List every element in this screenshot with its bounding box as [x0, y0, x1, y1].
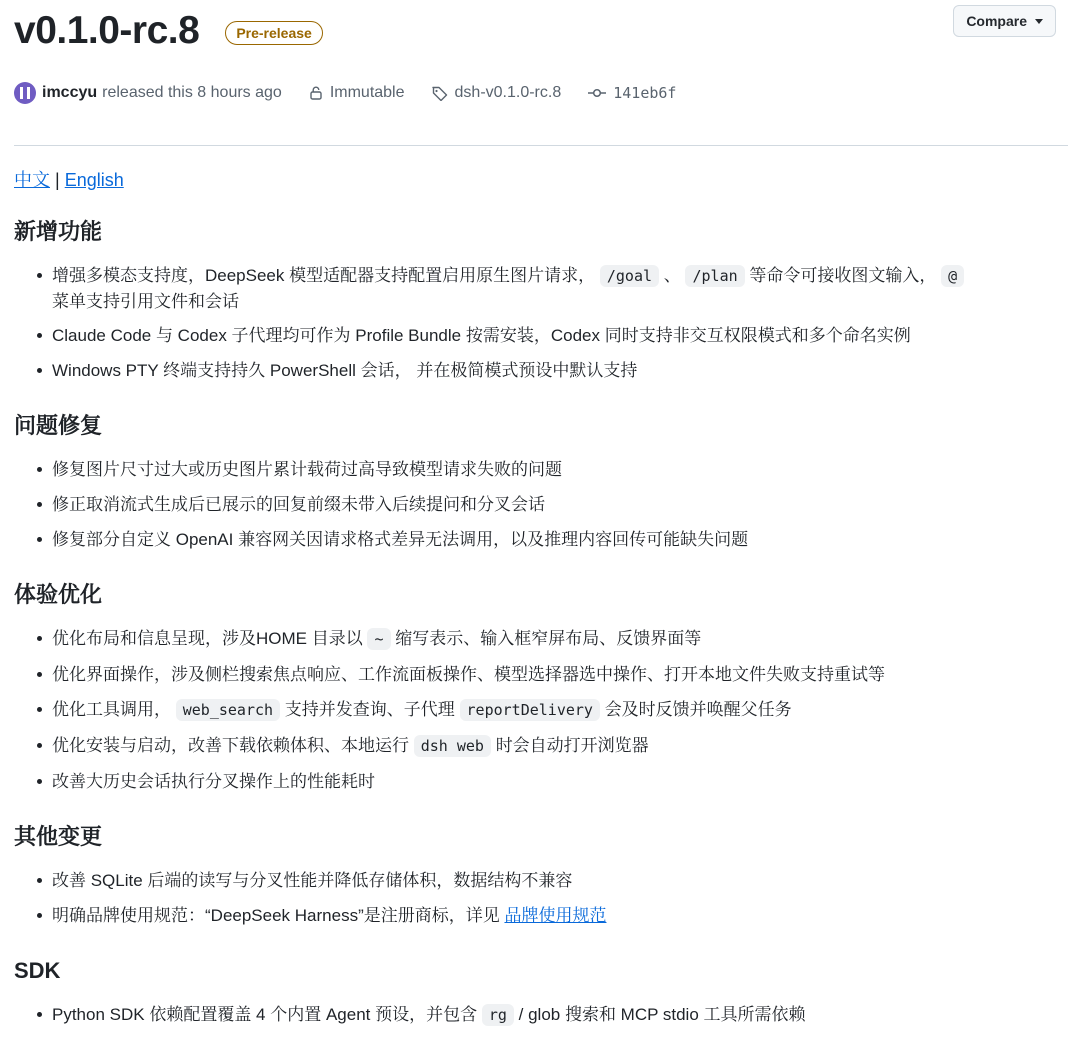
section-features — [14, 214, 1068, 250]
list-item: 修复图片尺寸过大或历史图片累计载荷过高导致模型请求失败的问题 — [14, 452, 1068, 487]
inline-code: dsh web — [414, 735, 491, 757]
released-text: released this 8 hours ago — [102, 84, 282, 101]
list-item: 修正取消流式生成后已展示的回复前缀未带入后续提问和分叉会话 — [14, 487, 1068, 522]
list-item: 优化安装与启动，改善下载依赖体积、本地运行 dsh web 时会自动打开浏览器 — [14, 728, 1068, 764]
lang-en-link[interactable]: English — [64, 170, 124, 190]
inline-code: web_search — [176, 699, 280, 721]
section-fixes — [14, 408, 1068, 444]
inline-code: rg — [482, 1004, 514, 1026]
list-item: Python SDK 依赖配置覆盖 4 个内置 Agent 预设，并包含 rg / glob 搜索和 MCP stdio 工具所需依赖 — [14, 997, 1068, 1033]
release-meta — [14, 62, 1068, 124]
compare-button[interactable] — [953, 5, 1056, 37]
tag-text[interactable]: dsh-v0.1.0-rc.8 — [454, 84, 562, 101]
section-ux — [14, 577, 1068, 613]
list-item: 修复部分自定义 OpenAI 兼容网关因请求格式差异无法调用，以及推理内容回传可能缺失问题 — [14, 522, 1068, 557]
inline-code: reportDelivery — [460, 699, 600, 721]
author-link[interactable]: imccyu — [42, 84, 98, 101]
list-item: Windows PTY 终端支持持久 PowerShell 会话， 并在极简模式预设中默认支持 — [14, 353, 1068, 388]
list-item: 增强多模态支持度，DeepSeek 模型适配器支持配置启用原生图片请求， /goal 、 /plan 等命令可接收图文输入， @ 菜单支持引用文件和会话 — [14, 258, 1068, 318]
avatar[interactable] — [14, 82, 36, 104]
list-item: Claude Code 与 Codex 子代理均可作为 Profile Bundle 按需安装，Codex 同时支持非交互权限模式和多个命名实例 — [14, 318, 1068, 353]
lang-zh-link[interactable]: 中文 — [14, 170, 50, 190]
inline-code: /goal — [600, 265, 659, 287]
immutable-text: Immutable — [329, 84, 405, 101]
section-title: 新增功能 — [14, 219, 103, 244]
tag-link[interactable] — [431, 84, 562, 102]
list-item: 优化布局和信息呈现，涉及HOME 目录以 ~ 缩写表示、输入框窄屏布局、反馈界面等 — [14, 621, 1068, 657]
tag-icon — [431, 85, 449, 101]
fixes-list — [14, 452, 1068, 557]
features-list — [14, 258, 1068, 388]
brand-guidelines-link[interactable]: 品牌使用规范 — [504, 906, 607, 925]
sdk-list — [14, 997, 1068, 1033]
list-item: 明确品牌使用规范：“DeepSeek Harness”是注册商标，详见 品牌使用规范 — [14, 898, 1068, 933]
release-notes — [14, 146, 1068, 1033]
immutable-label — [308, 84, 405, 102]
release-title: v0.1.0-rc.8 — [14, 9, 200, 52]
inline-code: /plan — [685, 265, 744, 287]
section-title: 其他变更 — [14, 824, 103, 849]
inline-code: @ — [941, 265, 964, 287]
list-item: 改善 SQLite 后端的读写与分叉性能并降低存储体积，数据结构不兼容 — [14, 863, 1068, 898]
lock-icon — [308, 85, 324, 101]
inline-code: ~ — [367, 628, 390, 650]
compare-label: Compare — [966, 13, 1027, 29]
release-header — [14, 0, 1068, 62]
section-title: SDK — [14, 958, 61, 983]
lang-separator: | — [50, 170, 65, 190]
commit-icon — [587, 85, 607, 101]
ux-list — [14, 621, 1068, 799]
language-switcher — [14, 166, 1068, 194]
list-item: 优化工具调用， web_search 支持并发查询、子代理 reportDelivery 会及时反馈并唤醒父任务 — [14, 692, 1068, 728]
caret-down-icon — [1035, 19, 1043, 24]
pre-release-badge: Pre-release — [225, 21, 323, 45]
section-sdk — [14, 953, 1068, 989]
list-item: 改善大历史会话执行分叉操作上的性能耗时 — [14, 764, 1068, 799]
section-other — [14, 819, 1068, 855]
section-title: 体验优化 — [14, 582, 103, 607]
section-title: 问题修复 — [14, 413, 103, 438]
commit-link[interactable] — [587, 84, 676, 102]
commit-sha[interactable]: 141eb6f — [613, 84, 677, 102]
list-item: 优化界面操作，涉及侧栏搜索焦点响应、工作流面板操作、模型选择器选中操作、打开本地文件失败支持重试等 — [14, 657, 1068, 692]
other-list — [14, 863, 1068, 933]
